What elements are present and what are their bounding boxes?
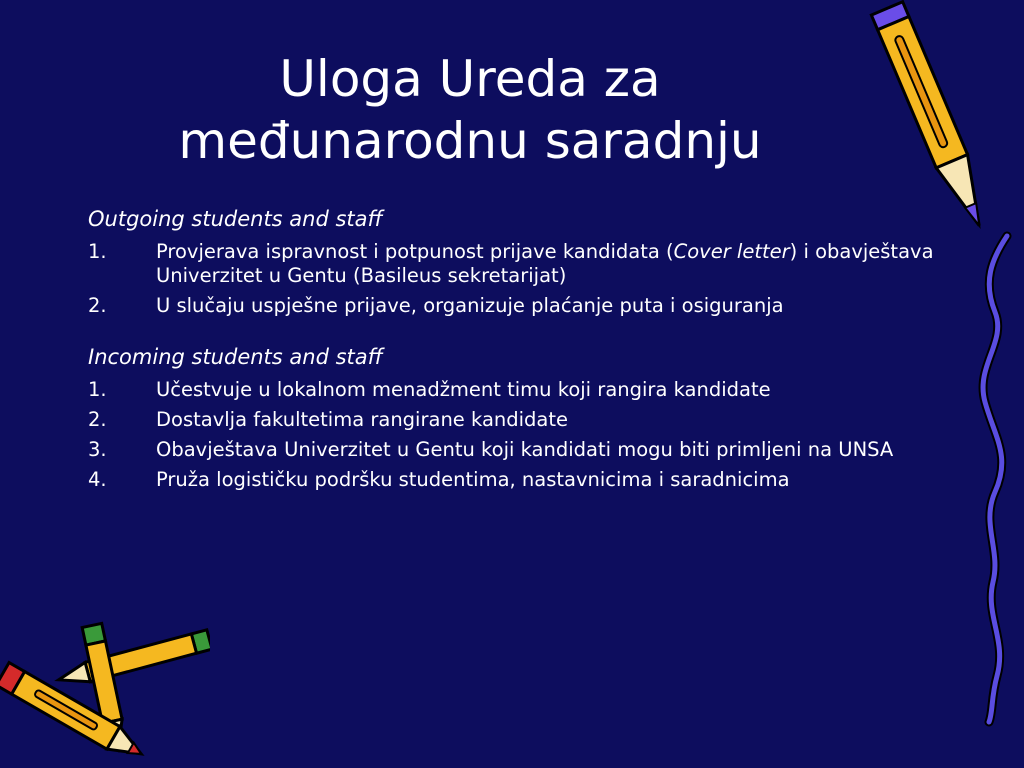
outgoing-list	[88, 240, 938, 318]
list-text: U slučaju uspješne prijave, organizuje plaćanje puta i osiguranja	[156, 294, 784, 317]
list-item	[88, 408, 938, 432]
slide-body	[88, 204, 938, 492]
list-number: 1.	[88, 240, 107, 263]
list-item	[88, 240, 938, 288]
list-text: Učestvuje u lokalnom menadžment timu koji rangira kandidate	[156, 378, 771, 401]
list-item	[88, 294, 938, 318]
pencils-icon-bottom-left	[0, 615, 210, 765]
title-line-1: Uloga Ureda za	[279, 50, 661, 108]
list-item	[88, 438, 938, 462]
list-text: Obavještava Univerzitet u Gentu koji kandidati mogu biti primljeni na UNSA	[156, 438, 894, 461]
list-number: 3.	[88, 438, 107, 461]
squiggle-line-right	[955, 230, 1024, 730]
section-heading-outgoing: Outgoing students and staff	[88, 207, 383, 231]
list-number: 2.	[88, 294, 107, 317]
list-text: Dostavlja fakultetima rangirane kandidate	[156, 408, 569, 431]
list-text-italic: Cover letter	[673, 240, 790, 263]
list-text: Pruža logističku podršku studentima, nastavnicima i saradnicima	[156, 468, 790, 491]
title-line-2: međunarodnu saradnju	[178, 112, 762, 170]
incoming-list	[88, 378, 938, 492]
section-heading-incoming: Incoming students and staff	[88, 345, 383, 369]
slide-title	[90, 48, 850, 172]
pencil-icon-top-right	[860, 0, 1024, 250]
list-text: Provjerava ispravnost i potpunost prijave kandidata (	[156, 240, 674, 263]
list-item	[88, 468, 938, 492]
list-text-end: ) i obavještava Univerzitet u Gentu (Basileus sekretarijat)	[156, 240, 934, 287]
list-number: 4.	[88, 468, 107, 491]
list-number: 2.	[88, 408, 107, 431]
list-number: 1.	[88, 378, 107, 401]
list-item	[88, 378, 938, 402]
